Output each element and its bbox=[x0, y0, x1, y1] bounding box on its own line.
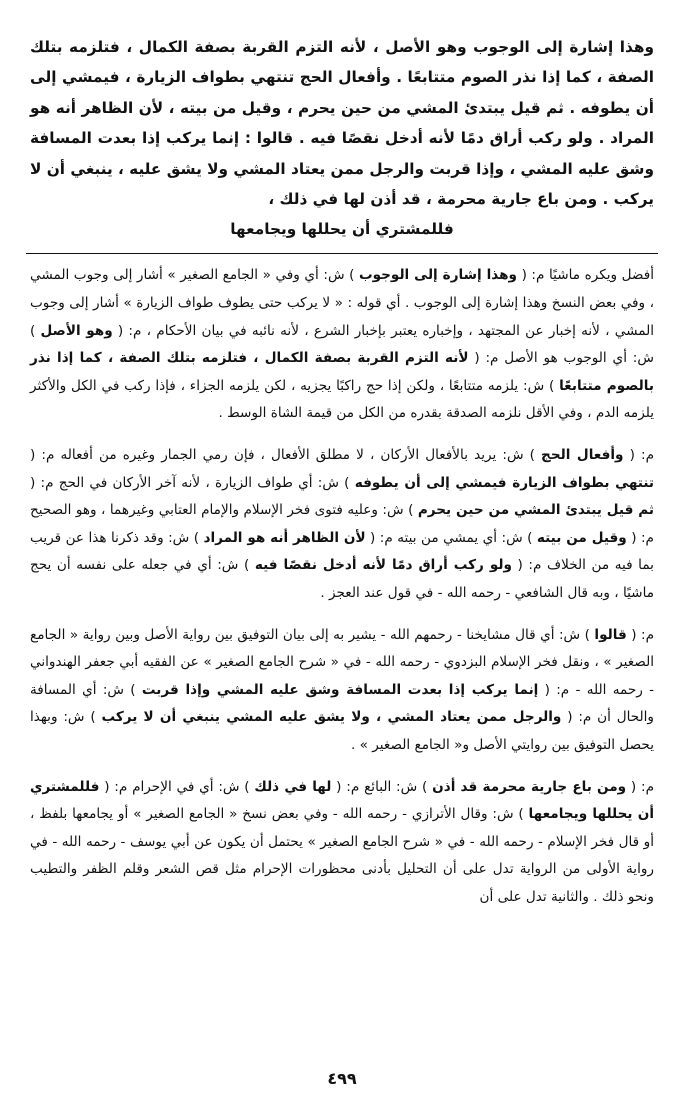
page-number: ٤٩٩ bbox=[327, 1069, 357, 1088]
main-text-last-line: فللمشتري أن يحللها ويجامعها bbox=[230, 220, 454, 239]
page bbox=[30, 32, 654, 1064]
commentary-paragraph-2: م: ( وأفعال الحج ) ش: يريد بالأفعال الأركان ، لا مطلق الأفعال ، فإن رمي الجمار وغيره من أفعاله م: ( تنتهي بطواف الزيارة فيمشي إلى أن يطوفه ) ش: أي طواف الزيارة ، لأنه آخر الأركان في الحج م: ( ثم قيل يبتدئ المشي من حين يحرم ) ش: وعليه فتوى فخر الإسلام والإمام العتابي وغيرهما ، وهو الصحيح م: ( وقيل من بيته ) ش: أي يمشي من بيته م: ( لأن الظاهر أنه هو المراد ) ش: وقد ذكرنا هذا عن قريب بما فيه من الخلاف م: ( ولو ركب أراق دمًا لأنه أدخل نقصًا فيه ) ش: أي في جعله على نفسه أن يحج ماشيًا ، وبه قال الشافعي - رحمه الله - في قول عند العجز . bbox=[30, 447, 654, 601]
commentary-paragraph-1: أفضل ويكره ماشيًا م: ( وهذا إشارة إلى الوجوب ) ش: أي وفي « الجامع الصغير » أشار إلى وجوب المشي ، وفي بعض النسخ وهذا إشارة إلى الوجوب . أي قوله : « لا يركب حتى يطوف طواف الزيارة » أشار إلى وجوب المشي ، لأنه إخبار عن المجتهد ، وإخباره يعتبر بإخبار الشرع ، لأنه نائبه في بيان الأحكام ، م: ( وهو الأصل ) ش: أي الوجوب هو الأصل م: ( لأنه التزم القربة بصفة الكمال ، فتلزمه بتلك الصفة ، كما إذا نذر بالصوم متتابعًا ) ش: يلزمه متتابعًا ، ولكن إذا حج راكبًا يجزيه ، لكن يلزمه الجزاء ، فإذا ركب في الكل والأكثر يلزمه الدم ، وفي الأقل نلزمه الصدقة بقدره من الكل من قيمة الشاة الوسط . bbox=[30, 267, 655, 422]
commentary-paragraph-3: م: ( قالوا ) ش: أي قال مشايخنا - رحمهم الله - يشير به إلى بيان التوفيق بين رواية الأصل وبين رواية « الجامع الصغير » ، ونقل فخر الإسلام البزدوي - رحمه الله - في « شرح الجامع الصغير » عن الفقيه أبي جعفر الهندواني - رحمه الله - م: ( إنما يركب إذا بعدت المسافة وشق عليه المشي وإذا قربت ) ش: أي المسافة والحال أن م: ( والرجل ممن يعتاد المشي ، ولا يشق عليه المشي ينبغي أن لا يركب ) ش: وبهذا يحصل التوفيق بين روايتي الأصل و« الجامع الصغير » . bbox=[30, 626, 655, 753]
separator-rule bbox=[26, 253, 658, 254]
main-text: وهذا إشارة إلى الوجوب وهو الأصل ، لأنه التزم القربة بصفة الكمال ، فتلزمه بتلك الصفة ، كما إذا نذر الصوم متتابعًا . وأفعال الحج تنتهي بطواف الزيارة ، فيمشي إلى أن يطوفه . ثم قيل يبتدئ المشي من حين يحرم ، وقيل من بيته ، لأن الظاهر أنه هو المراد . ولو ركب أراق دمًا لأنه أدخل نقصًا فيه . قالوا : إنما يركب إذا بعدت المسافة وشق عليه المشي ، وإذا قربت والرجل ممن يعتاد المشي ولا يشق عليه ، ينبغي أن لا يركب . ومن باع جارية محرمة ، قد أذن لها في ذلك ، bbox=[30, 38, 654, 209]
commentary-paragraph-4: م: ( ومن باع جارية محرمة قد أذن ) ش: البائع م: ( لها في ذلك ) ش: أي في الإحرام م: ( فللمشتري أن يحللها ويجامعها ) ش: وقال الأترازي - رحمه الله - وفي بعض نسخ « الجامع الصغير » أو يجامعها بلفظ ، أو قال فخر الإسلام - رحمه الله - في « شرح الجامع الصغير » يحتمل أن يكون عن أبي يوسف - رحمه الله - في رواية الأولى من الرواية تدل على أن التحليل بأدنى محظورات الإحرام مثل قص الشعر وقلم الظفر والتطيب ونحو ذلك . والثانية تدل على أن bbox=[30, 778, 655, 905]
